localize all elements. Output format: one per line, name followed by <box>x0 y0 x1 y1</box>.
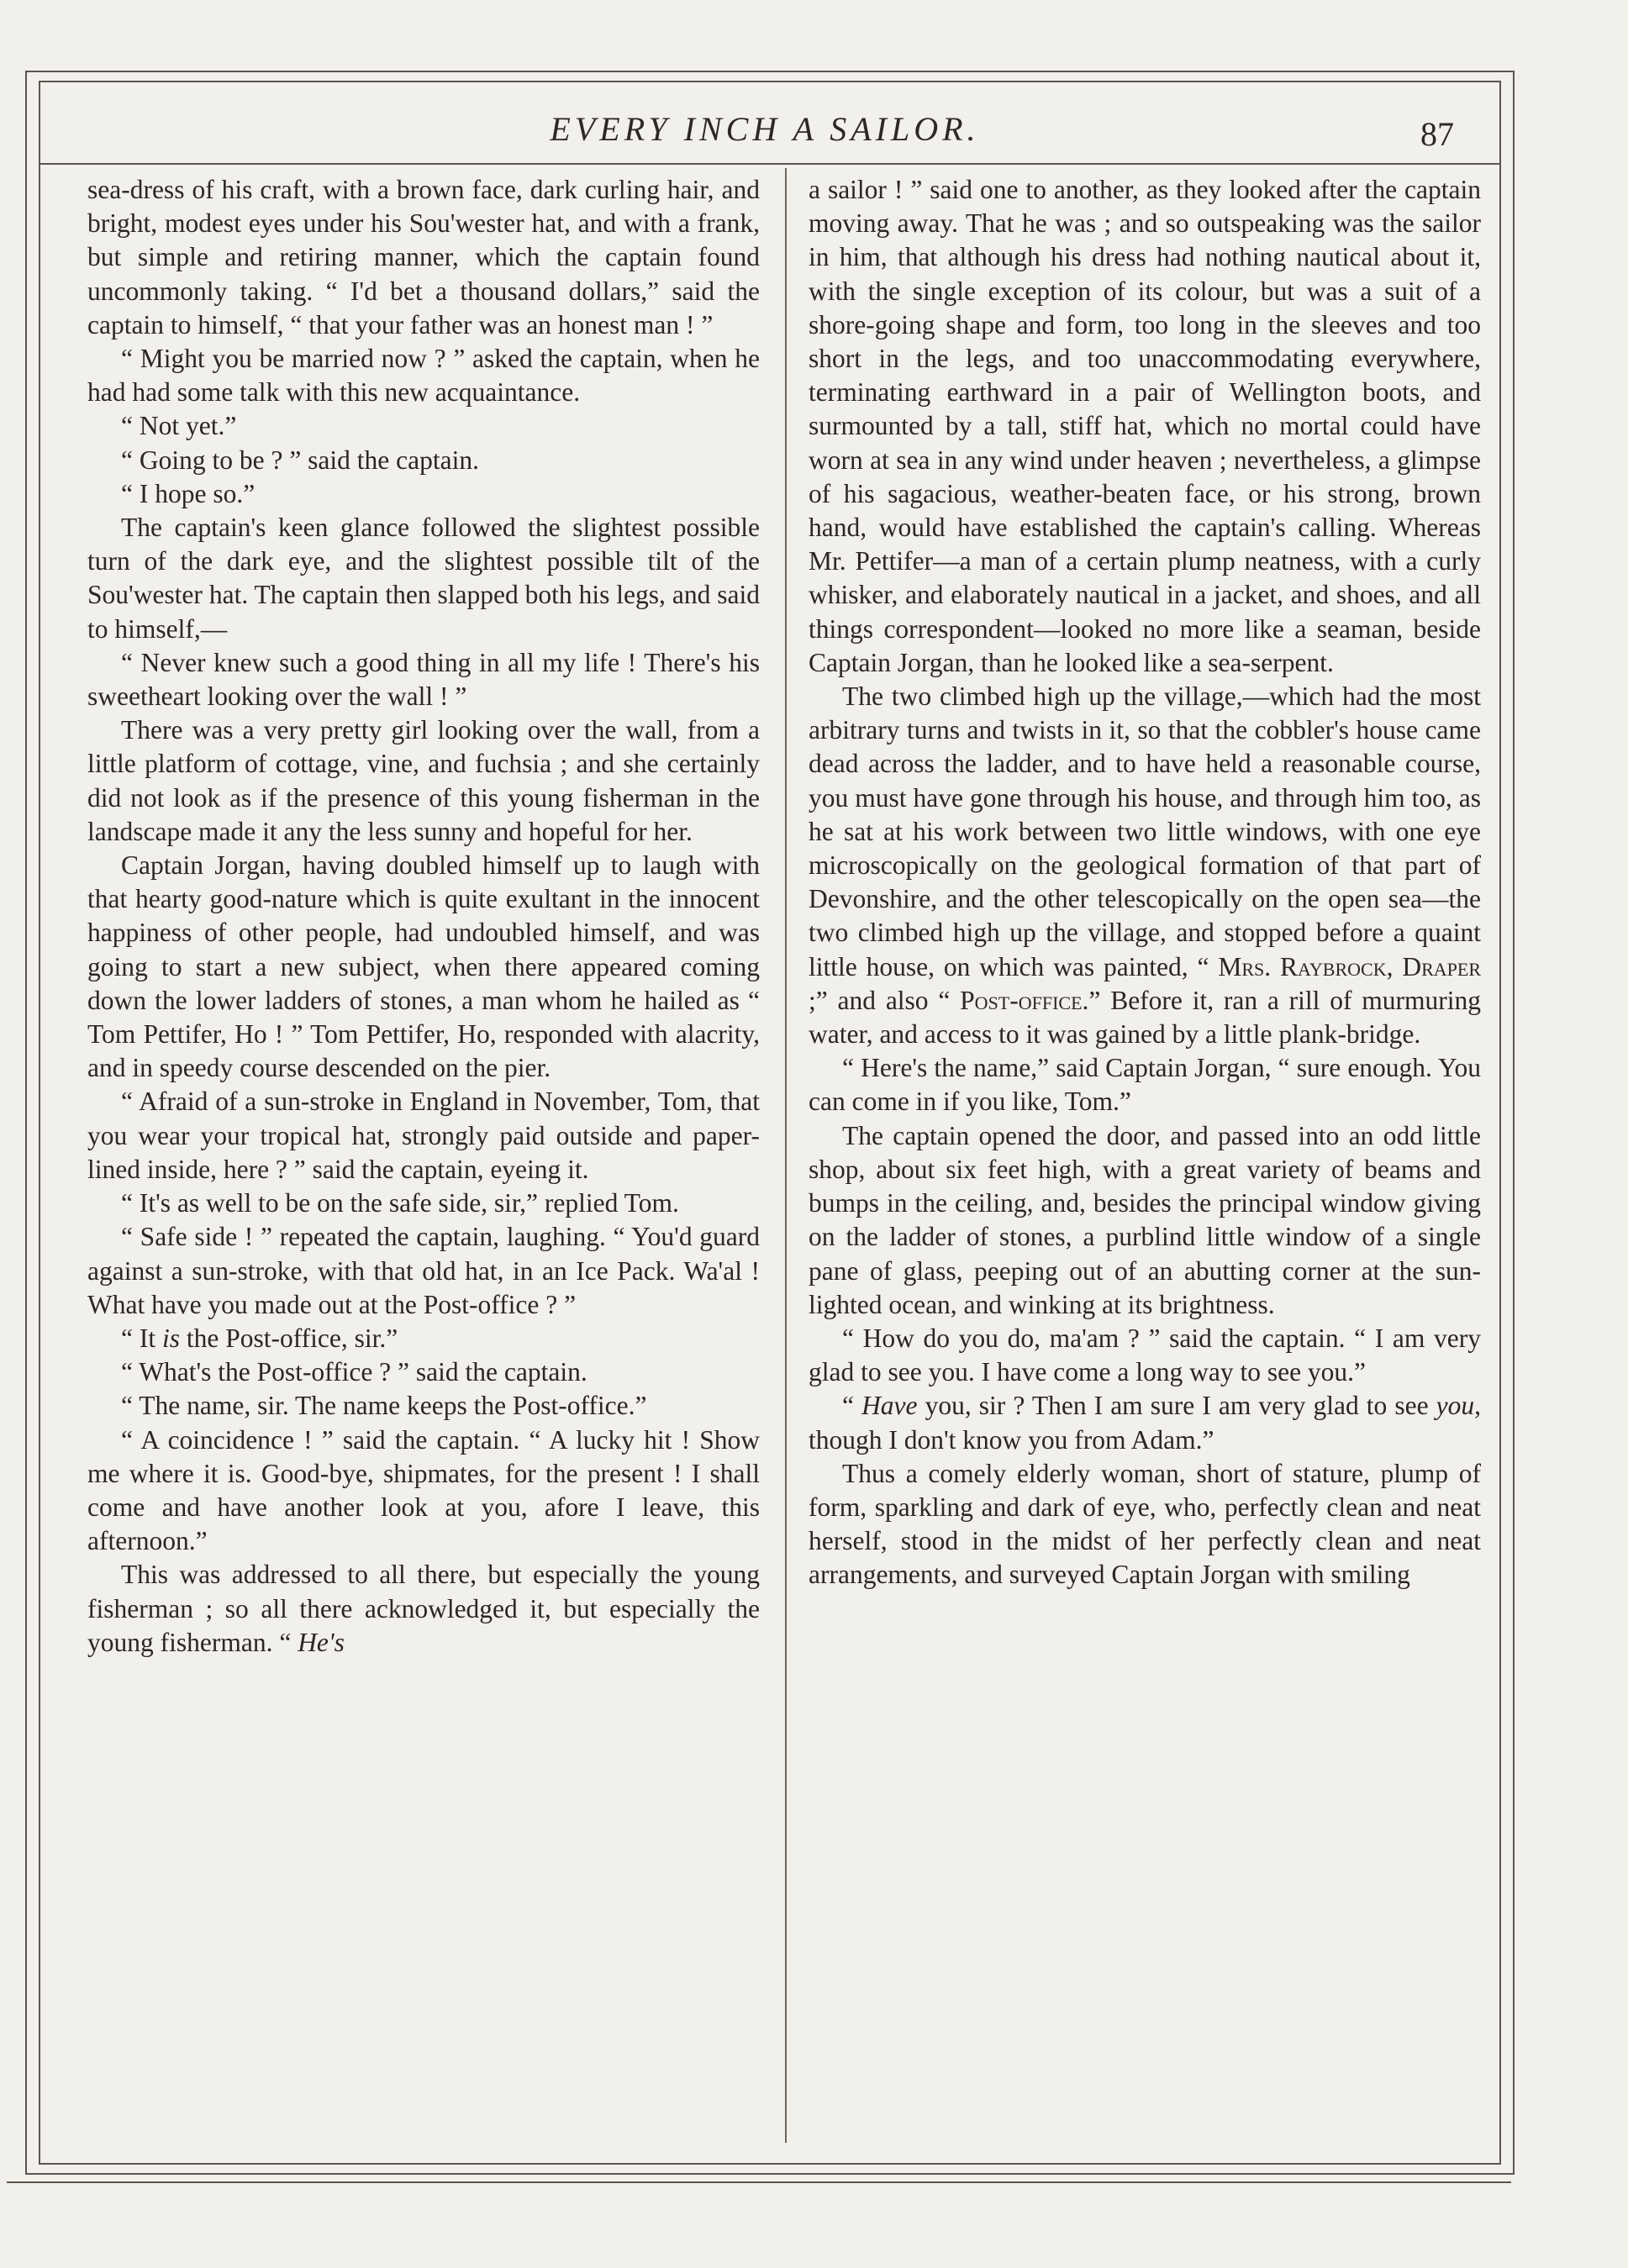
italic-text: you <box>1436 1391 1475 1421</box>
left-column <box>87 173 760 1660</box>
text-run: , though I don't know you from Adam.” <box>809 1391 1481 1455</box>
paragraph: “ It's as well to be on the safe side, sir,” replied Tom. <box>121 1188 679 1218</box>
paragraph: “ A coincidence ! ” said the captain. “ A lucky hit ! Show me where it is. Good-bye, shipmates, for the present ! I shall come and have another look at you, afore I leave, this afternoon.” <box>87 1424 760 1556</box>
paragraph: a sailor ! ” said one to another, as they looked after the captain moving away. That he was ; and so outspeaking was the sailor in him, that although his dress had nothing nautical about it, with the single exception of its colour, but was a suit of a shore-going shape and form, too long in the sleeves and too short in the legs, and too unaccommodating everywhere, terminating earthward in a pair of Wellington boots, and surmounted by a tall, stiff hat, which no mortal could have worn at sea in any wind under heaven ; nevertheless, a glimpse of his sagacious, weather-beaten face, or his strong, brown hand, would have established the captain's calling. Whereas Mr. Pettifer—a man of a certain plump neatness, with a curly whisker, and elaborately nautical in a jacket, and shoes, and all things correspondent—looked no more like a seaman, beside Captain Jorgan, than he looked like a sea-serpent. <box>809 175 1481 677</box>
text-run: “ <box>842 1391 862 1421</box>
paragraph: Captain Jorgan, having doubled himself up to laugh with that hearty good-nature which is quite exultant in the innocent happiness of other people, had undoubled himself, and was going to start a new subject, when there appeared coming down the lower ladders of stones, a man whom he hailed as “ Tom Pettifer, Ho ! ” Tom Pettifer, Ho, responded with alacrity, and in speedy course descended on the pier. <box>87 850 760 1083</box>
paragraph <box>87 1558 760 1660</box>
paragraph: “ I hope so.” <box>121 478 256 508</box>
paragraph: “ Afraid of a sun-stroke in England in November, Tom, that you wear your tropical hat, strongly paid outside and paper-lined inside, here ? ” said the captain, eyeing it. <box>87 1087 760 1184</box>
paragraph: “ Safe side ! ” repeated the captain, laughing. “ You'd guard against a sun-stroke, with that old hat, in an Ice Pack. Wa'al ! What have you made out at the Post-office ? ” <box>87 1222 760 1319</box>
italic-text: is <box>161 1323 180 1353</box>
paragraph: “ What's the Post-office ? ” said the captain. <box>121 1357 587 1387</box>
italic-text: He's <box>298 1627 345 1657</box>
text-run: This was addressed to all there, but especially the young fisherman ; so all there acknowledged it, but especially the young fisherman. “ <box>87 1560 760 1657</box>
page-number: 87 <box>1420 115 1454 153</box>
paragraph: “ The name, sir. The name keeps the Post-office.” <box>121 1391 647 1421</box>
text-run: the Post-office, sir.” <box>180 1323 398 1353</box>
paragraph: “ Might you be married now ? ” asked the captain, when he had had some talk with this new acquaintance. <box>87 344 760 408</box>
paragraph: “ Here's the name,” said Captain Jorgan, “ sure enough. You can come in if you like, Tom.” <box>809 1053 1481 1117</box>
paragraph: “ How do you do, ma'am ? ” said the captain. “ I am very glad to see you. I have come a long way to see you.” <box>809 1323 1481 1387</box>
column-divider <box>785 168 787 2143</box>
paragraph: Thus a comely elderly woman, short of stature, plump of form, sparkling and dark of eye, who, perfectly clean and neat herself, stood in the midst of her perfectly clean and neat arrangements, and surveyed Captain Jorgan with smiling <box>809 1458 1481 1590</box>
bottom-rule <box>7 2181 1511 2183</box>
paragraph: The captain opened the door, and passed into an odd little shop, about six feet high, with a great variety of beams and bumps in the ceiling, and, besides the principal window giving on the ladder of stones, a purblind little window of a single pane of glass, peeping out of an abutting corner at the sun-lighted ocean, and winking at its brightness. <box>809 1120 1481 1319</box>
paragraph <box>809 680 1481 1051</box>
paragraph: “ Going to be ? ” said the captain. <box>121 445 479 475</box>
text-run: “ It <box>121 1323 162 1353</box>
paragraph <box>809 1389 1481 1456</box>
paragraph: “ Never knew such a good thing in all my life ! There's his sweetheart looking over the wall ! ” <box>87 647 760 712</box>
right-column <box>809 173 1481 1592</box>
text-run: The two climbed high up the village,—which had the most arbitrary turns and twists in it, so that the cobbler's house came dead across the ladder, and to have held a reasonable course, you must have gone through his house, and through him too, as he sat at his work between two little windows, with one eye microscopically on the geological formation of that part of Devonshire, and the other telescopically on the open sea—the two climbed high up the village, and stopped before a quaint little house, on which was painted, “ <box>809 681 1481 981</box>
italic-text: Have <box>861 1391 918 1421</box>
paragraph: sea-dress of his craft, with a brown face, dark curling hair, and bright, modest eyes under his Sou'wester hat, and with a frank, but simple and retiring manner, which the captain found uncommonly taking. “ I'd bet a thousand dollars,” said the captain to himself, “ that your father was an honest man ! ” <box>87 175 760 339</box>
text-run: you, sir ? Then I am sure I am very glad to see <box>917 1391 1436 1421</box>
paragraph: There was a very pretty girl looking over the wall, from a little platform of cottage, vine, and fuchsia ; and she certainly did not look as if the presence of this young fisherman in the landscape made it any the less sunny and hopeful for her. <box>87 715 760 846</box>
paragraph: The captain's keen glance followed the slightest possible turn of the dark eye, and the slightest possible tilt of the Sou'wester hat. The captain then slapped both his legs, and said to himself,— <box>87 513 760 644</box>
header-rule <box>40 163 1499 165</box>
shop-sign-text: Post-office. <box>960 985 1089 1015</box>
text-run: ” Before it, ran a rill of murmuring water, and access to it was gained by a little plank-bridge. <box>809 985 1482 1050</box>
text-run: ;” and also “ <box>809 985 961 1015</box>
paragraph <box>87 1322 760 1355</box>
running-head: EVERY INCH A SAILOR. <box>550 110 980 148</box>
shop-sign-text: Mrs. Raybrock, Draper <box>1218 951 1481 981</box>
paragraph: “ Not yet.” <box>121 411 237 441</box>
